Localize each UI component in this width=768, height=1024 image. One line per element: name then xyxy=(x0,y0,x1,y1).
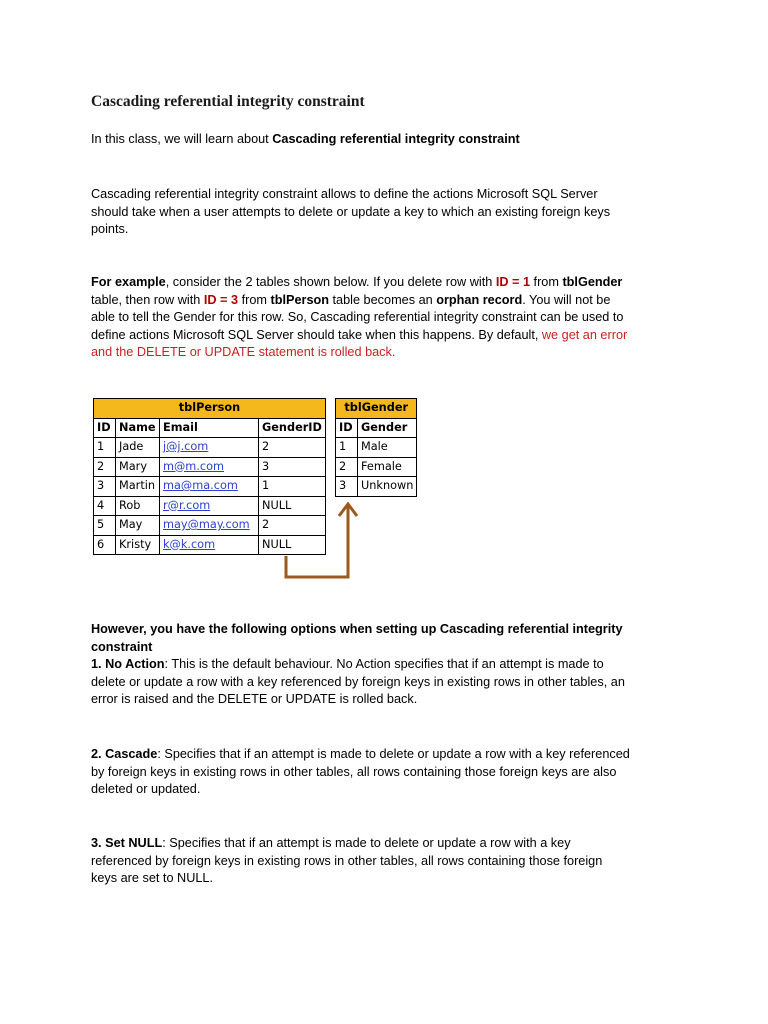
example-text: table, then row with xyxy=(91,292,204,307)
arrow-line xyxy=(286,506,348,577)
table-cell: Mary xyxy=(116,457,160,477)
example-text: from xyxy=(238,292,271,307)
table-cell: Female xyxy=(358,457,417,477)
example-orphan-term: orphan record xyxy=(436,292,523,307)
example-text: able to tell the Gender for this row. So, Cascading referential integrity constraint can be used to xyxy=(91,310,624,325)
table-cell: Male xyxy=(358,438,417,458)
column-header: ID xyxy=(336,418,358,438)
table-cell: 5 xyxy=(94,516,116,536)
example-error-note: we get an error xyxy=(541,327,628,342)
definition-line: should take when a user attempts to delete or update a key to which an existing foreign keys xyxy=(91,204,611,219)
definition-line: Cascading referential integrity constraint allows to define the actions Microsoft SQL Server xyxy=(91,187,598,201)
table-cell xyxy=(160,457,259,477)
email-link[interactable]: m@m.com xyxy=(163,459,225,473)
table-cell xyxy=(160,535,259,555)
foreign-key-arrow xyxy=(270,492,370,592)
table-cell: Unknown xyxy=(358,477,417,497)
table-cell: 2 xyxy=(94,457,116,477)
example-text: define actions Microsoft SQL Server should take when this happens. By default, xyxy=(91,327,542,342)
table-cell: 2 xyxy=(336,457,358,477)
option-text: : Specifies that if an attempt is made to delete or update a row with a key referenced xyxy=(157,747,630,761)
column-header: Name xyxy=(116,418,160,438)
intro-paragraph xyxy=(91,131,691,149)
example-id: ID = 3 xyxy=(203,292,239,307)
example-id: ID = 1 xyxy=(495,275,531,289)
table-cell: May xyxy=(116,516,160,536)
options-heading-line: constraint xyxy=(91,639,153,654)
table-cell: 4 xyxy=(94,496,116,516)
table-cell: 1 xyxy=(94,438,116,458)
table-cell: 3 xyxy=(94,477,116,497)
option-text: delete or update a row with a key referenced by foreign keys in existing rows in other tables, an xyxy=(91,674,625,689)
example-text: from xyxy=(530,275,563,289)
email-link[interactable]: r@r.com xyxy=(163,498,211,512)
table-title: tblPerson xyxy=(94,399,326,419)
email-link[interactable]: ma@ma.com xyxy=(163,479,238,492)
option-text: : Specifies that if an attempt is made to delete or update a row with a key xyxy=(162,836,571,850)
table-cell: Kristy xyxy=(116,535,160,555)
example-error-note: and the DELETE or UPDATE statement is rolled back. xyxy=(91,345,396,360)
options-heading xyxy=(91,621,691,709)
table-cell: 1 xyxy=(336,438,358,458)
table-row xyxy=(94,438,326,458)
table-cell xyxy=(160,438,259,458)
table-cell: 2 xyxy=(259,516,326,536)
option-label: 2. Cascade xyxy=(91,747,158,761)
definition-line: points. xyxy=(91,222,129,237)
example-paragraph xyxy=(91,274,691,362)
example-label: For example xyxy=(91,275,166,289)
table-cell: 3 xyxy=(259,457,326,477)
option-label: 1. No Action xyxy=(91,657,165,672)
table-row xyxy=(336,438,417,458)
table-cell: 2 xyxy=(259,438,326,458)
option-cascade xyxy=(91,746,691,799)
option-label: 3. Set NULL xyxy=(91,836,163,850)
table-cell: NULL xyxy=(259,496,326,516)
table-row xyxy=(94,457,326,477)
column-header: Email xyxy=(160,418,259,438)
example-text: . You will not be xyxy=(522,292,611,307)
option-set-null xyxy=(91,835,691,888)
table-header-row xyxy=(94,418,326,438)
table-cell: 6 xyxy=(94,535,116,555)
example-table-name: tblPerson xyxy=(270,292,329,307)
option-text: error is raised and the DELETE or UPDATE is rolled back. xyxy=(91,692,418,707)
column-header: GenderID xyxy=(259,418,326,438)
option-text: keys are set to NULL. xyxy=(91,871,213,886)
option-text: by foreign keys in existing rows in other tables, all rows containing those foreign keys are also xyxy=(91,764,617,779)
intro-text: In this class, we will learn about xyxy=(91,132,273,146)
table-cell: 3 xyxy=(336,477,358,497)
table-cell xyxy=(160,516,259,536)
table-cell: Martin xyxy=(116,477,160,497)
table-cell: Jade xyxy=(116,438,160,458)
table-row xyxy=(336,457,417,477)
table-cell: NULL xyxy=(259,535,326,555)
option-text: referenced by foreign keys in existing rows in other tables, all rows containing those foreign xyxy=(91,853,603,868)
table-cell: 1 xyxy=(259,477,326,497)
table-cell xyxy=(160,496,259,516)
options-heading-line: However, you have the following options when setting up Cascading referential integrity xyxy=(91,622,623,636)
definition-paragraph xyxy=(91,186,691,239)
example-table-name: tblGender xyxy=(562,275,623,289)
email-link[interactable]: k@k.com xyxy=(163,537,216,551)
intro-bold-term: Cascading referential integrity constraint xyxy=(272,132,520,146)
example-text: table becomes an xyxy=(329,292,437,307)
example-text: , consider the 2 tables shown below. If you delete row with xyxy=(165,275,496,289)
page-title: Cascading referential integrity constraint xyxy=(91,93,365,110)
tblgender-table xyxy=(335,398,417,497)
column-header: Gender xyxy=(358,418,417,438)
column-header: ID xyxy=(94,418,116,438)
option-text: : This is the default behaviour. No Action specifies that if an attempt is made to xyxy=(164,657,604,672)
table-cell: Rob xyxy=(116,496,160,516)
table-cell xyxy=(160,477,259,497)
email-link[interactable]: j@j.com xyxy=(163,440,209,453)
option-text: deleted or updated. xyxy=(91,782,201,797)
table-title: tblGender xyxy=(336,399,417,419)
email-link[interactable]: may@may.com xyxy=(163,518,250,531)
table-header-row xyxy=(336,418,417,438)
